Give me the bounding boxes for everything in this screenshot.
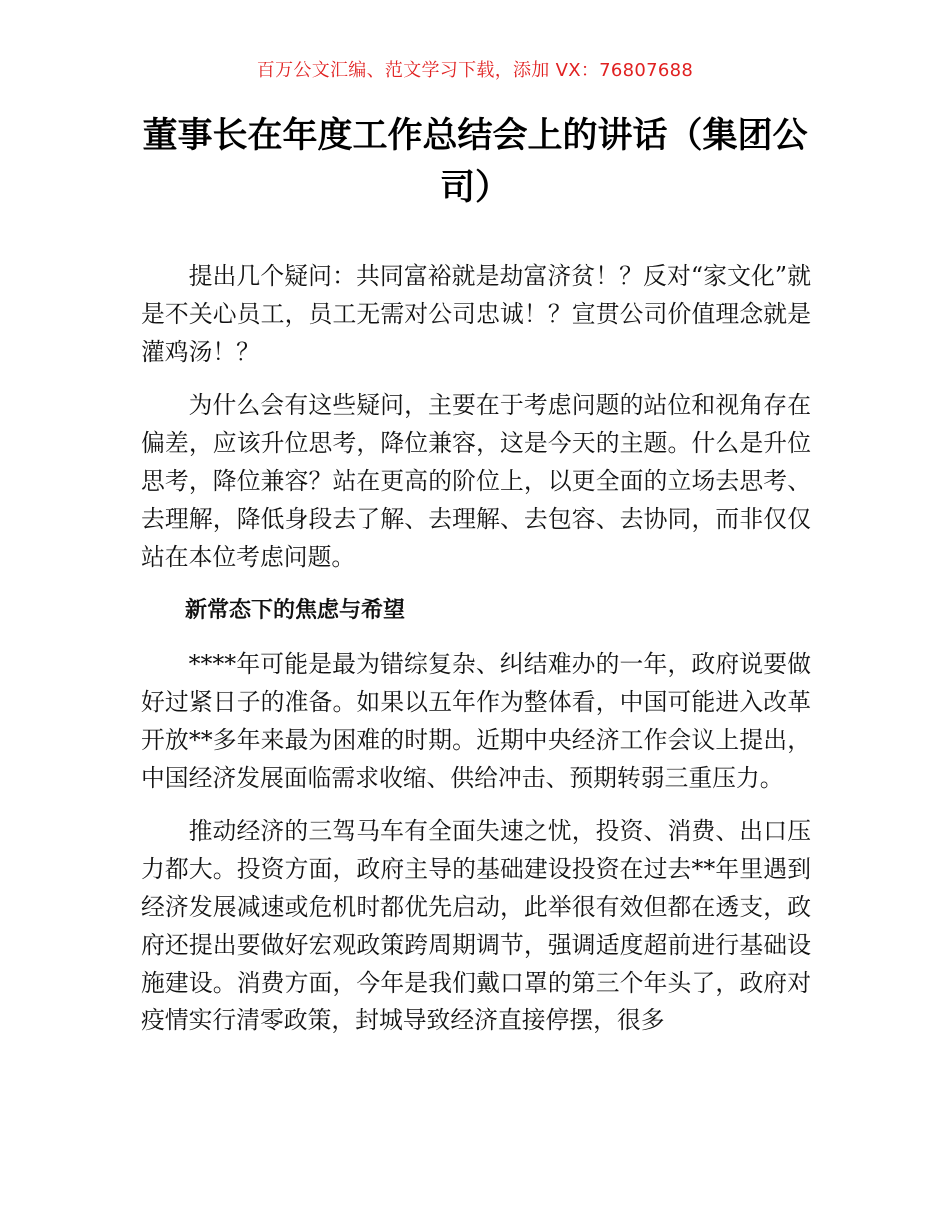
document-title: 董事长在年度工作总结会上的讲话（集团公司） bbox=[142, 116, 808, 208]
section-heading: 新常态下的焦虑与希望 bbox=[185, 598, 406, 624]
paragraph-questions: 提出几个疑问：共同富裕就是劫富济贫！？反对“家文化”就是不关心员工，员工无需对公司忠诚！？宣贯公司价值理念就是灌鸡汤！？ bbox=[141, 262, 811, 366]
header-watermark: 百万公文汇编、范文学习下载，添加 VX：76807688 bbox=[256, 60, 694, 81]
paragraph-theme: 为什么会有这些疑问，主要在于考虑问题的站位和视角存在偏差，应该升位思考，降位兼容，这是今天的主题。什么是升位思考，降位兼容？站在更高的阶位上，以更全面的立场去思考、去理解，降低身段去了解、去理解、去包容、去协同，而非仅仅站在本位考虑问题。 bbox=[141, 391, 811, 571]
paragraph-economy: ****年可能是最为错综复杂、纠结难办的一年，政府说要做好过紧日子的准备。如果以五年作为整体看，中国可能进入改革开放**多年来最为困难的时期。近期中央经济工作会议上提出，中国经济发展面临需求收缩、供给冲击、预期转弱三重压力。 bbox=[141, 650, 811, 792]
document-body bbox=[141, 258, 811, 1056]
paragraph-drivers: 推动经济的三驾马车有全面失速之忧，投资、消费、出口压力都大。投资方面，政府主导的基础建设投资在过去**年里遇到经济发展减速或危机时都优先启动，此举很有效但都在透支，政府还提出要做好宏观政策跨周期调节，强调适度超前进行基础设施建设。消费方面，今年是我们戴口罩的第三个年头了，政府对疫情实行清零政策，封城导致经济直接停摆，很多 bbox=[141, 817, 811, 1035]
